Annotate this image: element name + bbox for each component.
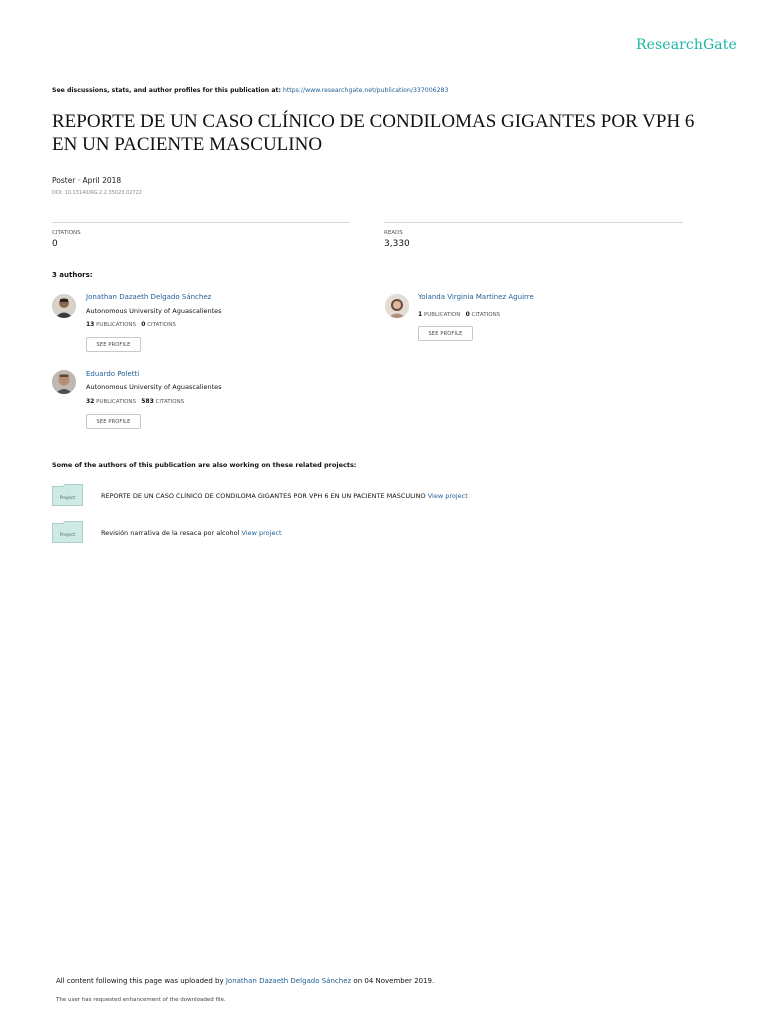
avatar[interactable] (385, 294, 409, 318)
citations-count: 583 (141, 398, 154, 405)
avatar[interactable] (52, 294, 76, 318)
reads-value: 3,330 (384, 239, 410, 249)
author-stats (86, 321, 176, 328)
citations-count: 0 (141, 321, 146, 328)
project-icon-label: Project (59, 496, 76, 501)
see-profile-button[interactable]: SEE PROFILE (86, 337, 141, 352)
publications-count: 13 (86, 321, 95, 328)
author-affiliation: Autonomous University of Aguascalientes (86, 307, 222, 315)
citations-count: 0 (465, 311, 470, 318)
author-name-link[interactable]: Jonathan Dazaeth Delgado Sánchez (86, 293, 212, 301)
authors-heading: 3 authors: (52, 271, 93, 279)
project-item (101, 529, 282, 537)
publication-type-date: Poster · April 2018 (52, 176, 122, 185)
citations-value: 0 (52, 239, 58, 249)
citations-label: CITATIONS (155, 399, 185, 405)
view-project-link[interactable]: View project (241, 529, 282, 537)
publication-url-link[interactable]: https://www.researchgate.net/publication/337006283 (282, 87, 449, 94)
publication-doi: DOI: 10.13140/RG.2.2.35023.02722 (52, 190, 142, 196)
project-title: Revisión narrativa de la resaca por alcohol (101, 529, 240, 537)
enhancement-note: The user has requested enhancement of the downloaded file. (56, 997, 226, 1003)
see-discussions-line (52, 87, 448, 94)
project-folder-icon[interactable] (52, 484, 83, 506)
author-photo-icon (52, 370, 76, 394)
author-photo-icon (52, 294, 76, 318)
citations-divider (52, 222, 350, 223)
upload-note (56, 977, 434, 985)
upload-prefix: All content following this page was uploaded by (56, 977, 224, 985)
publications-label: PUBLICATIONS (96, 322, 137, 328)
see-profile-button[interactable]: SEE PROFILE (86, 414, 141, 429)
reads-label: READS (384, 230, 403, 236)
view-project-link[interactable]: View project (427, 492, 468, 500)
author-name-link[interactable]: Yolanda Virginia Martinez Aguirre (418, 293, 534, 301)
researchgate-logo[interactable]: ResearchGate (636, 37, 737, 53)
author-affiliation: Autonomous University of Aguascalientes (86, 383, 222, 391)
citations-label: CITATIONS (52, 230, 81, 236)
publications-label: PUBLICATION (423, 312, 461, 318)
publications-count: 1 (418, 311, 423, 318)
citations-label: CITATIONS (147, 322, 176, 328)
author-stats (418, 311, 500, 318)
project-folder-icon[interactable] (52, 521, 83, 543)
upload-suffix: on 04 November 2019. (353, 977, 435, 985)
publication-title: REPORTE DE UN CASO CLÍNICO DE CONDILOMAS GIGANTES POR VPH 6 EN UN PACIENTE MASCULINO (52, 111, 695, 155)
author-stats (86, 398, 184, 405)
project-item (101, 492, 468, 500)
publications-count: 32 (86, 398, 95, 405)
citations-label: CITATIONS (471, 312, 501, 318)
publications-label: PUBLICATIONS (96, 399, 137, 405)
author-name-link[interactable]: Eduardo Poletti (86, 370, 140, 378)
uploader-link[interactable]: Jonathan Dazaeth Delgado Sánchez (225, 977, 352, 985)
see-discussions-text: See discussions, stats, and author profiles for this publication at: (52, 87, 281, 94)
related-projects-heading: Some of the authors of this publication are also working on these related projects: (52, 461, 357, 469)
see-profile-button[interactable]: SEE PROFILE (418, 326, 473, 341)
project-icon-label: Project (59, 533, 76, 538)
avatar[interactable] (52, 370, 76, 394)
project-title: REPORTE DE UN CASO CLÍNICO DE CONDILOMA GIGANTES POR VPH 6 EN UN PACIENTE MASCULINO (101, 492, 426, 500)
reads-divider (384, 222, 683, 223)
author-photo-icon (385, 294, 409, 318)
